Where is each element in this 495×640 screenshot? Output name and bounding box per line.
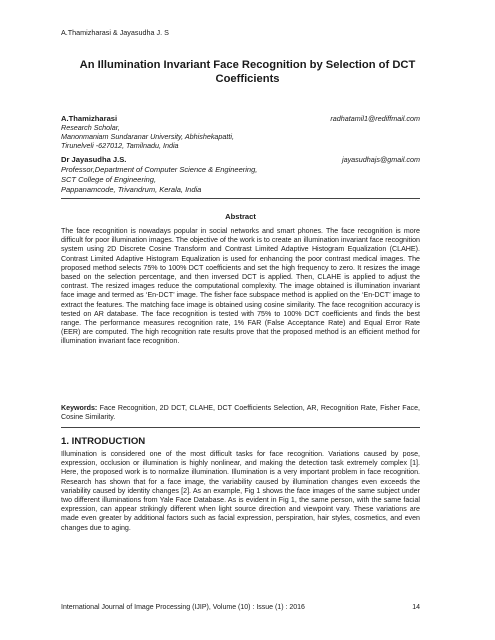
affiliation-line: SCT College of Engineering, [61, 175, 157, 184]
affiliation-line: Research Scholar, [61, 123, 120, 132]
author-name: A.Thamizharasi [61, 114, 118, 123]
abstract-text: The face recognition is nowadays popular in social networks and smart phones. The face recognition is more difficult for poor illumination images. The objective of the work is to create an illumination invariant face recognition system using 2D Discrete Cosine Transform and Contrast Limited Adaptive Histogram Equalization (CLAHE). Contrast Limited Adaptive Histogram Equalization is used for enhancing the poor contrast medical images. The proposed method selects 75% to 100% DCT coefficients and set the high frequency to zero. It resizes the image based on the selection percentage, and then inversed DCT is applied. Then, CLAHE is applied to adjust the contrast. The resized images reduce the computational complexity. The image obtained is illumination invariant face image and termed as ‘En-DCT’ image. The fisher face subspace method is applied on the ‘En-DCT’ image to extract the features. The matching face image is obtained using cosine similarity. The face recognition accuracy is tested on AR database. The face recognition is tested with 75% to 100% DCT coefficients and finds the best range. The performance measures recognition rate, 1% FAR (False Acceptance Rate) and Equal Error Rate (EER) are computed. The high recognition rate results prove that the proposed method is an efficient method for illumination invariant face recognition. [61, 227, 420, 346]
keywords [61, 404, 420, 422]
paper-title: An Illumination Invariant Face Recognition by Selection of DCT Coefficients [79, 59, 416, 85]
author-email: radhatamil1@rediffmail.com [330, 114, 420, 123]
author-email: jayasudhajs@gmail.com [341, 155, 420, 164]
affiliation-line: Pappanamcode, Trivandrum, Kerala, India [61, 185, 202, 194]
journal-citation: International Journal of Image Processing (IJIP), Volume (10) : Issue (1) : 2016 [61, 604, 305, 611]
divider [61, 198, 420, 199]
section-heading: 1. INTRODUCTION [61, 436, 146, 447]
section-text: Illumination is considered one of the most difficult tasks for face recognition. Variations caused by pose, expression, occlusion or illumination is highly nonlinear, and making the detection task extremely complex [1]. Here, the proposed work is to normalize illumination. Illumination is a very important problem in face recognition. Research has shown that for a face image, the variability caused by illumination changes even exceeds the variability caused by identity changes [2]. As an example, Fig 1 shows the face images of the same subject under two different illuminations from Yale Face Database. As is evident in Fig 1, the same person, with the same facial expression, can appear strikingly different when light source direction and viewpoint vary. These variations are made even greater by additional factors such as facial expression, perspiration, hair styles, cosmetics, and even changes due to aging. [61, 450, 420, 532]
keywords-text: Face Recognition, 2D DCT, CLAHE, DCT Coefficients Selection, AR, Recognition Rate, Fisher Face, Cosine Similarity. [61, 404, 420, 422]
abstract-heading: Abstract [225, 212, 256, 221]
affiliation-line: Professor,Department of Computer Science & Engineering, [61, 165, 258, 174]
page-footer [61, 604, 420, 611]
keywords-label: Keywords: [61, 404, 98, 412]
page-number: 14 [412, 604, 420, 611]
author-affiliation [61, 165, 257, 195]
running-header: A.Thamizharasi & Jayasudha J. S [61, 28, 169, 37]
author-affiliation [61, 123, 234, 151]
author-name: Dr Jayasudha J.S. [61, 155, 127, 164]
divider [61, 427, 420, 428]
affiliation-line: Manonmaniam Sundaranar University, Abhishekapatti, [61, 132, 234, 142]
affiliation-line: Tirunelveli -627012, Tamilnadu, India [61, 141, 179, 151]
